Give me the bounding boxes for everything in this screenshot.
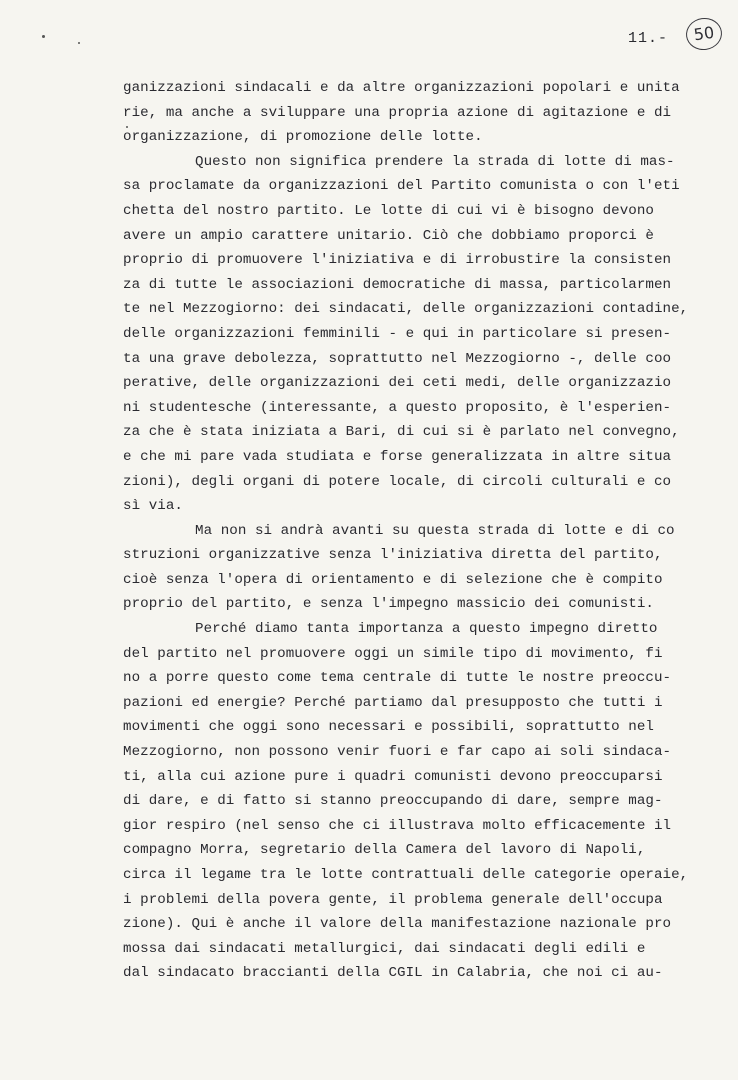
text-line: circa il legame tra le lotte contrattuali delle categorie operaie, (123, 867, 689, 883)
text-line: proprio del partito, e senza l'impegno massicio dei comunisti. (123, 596, 654, 613)
text-line: chetta del nostro partito. Le lotte di cui vi è bisogno devono (123, 202, 654, 219)
text-line: avere un ampio carattere unitario. Ciò che dobbiamo proporci è (123, 227, 654, 244)
text-line: struzioni organizzative senza l'iniziativa diretta del partito, (123, 547, 663, 564)
text-line: perative, delle organizzazioni dei ceti medi, delle organizzazio (123, 375, 672, 392)
text-line: sì via. (123, 498, 183, 515)
text-line: za che è stata iniziata a Bari, di cui si è parlato nel convegno, (123, 424, 680, 441)
text-line: pazioni ed energie? Perché partiamo dal presupposto che tutti i (123, 694, 663, 711)
text-line: movimenti che oggi sono necessari e possibili, soprattutto nel (123, 719, 654, 736)
text-line: ganizzazioni sindacali e da altre organizzazioni popolari e unita (123, 80, 680, 96)
typewritten-text (123, 76, 723, 986)
text-line: cioè senza l'opera di orientamento e di selezione che è compito (123, 571, 663, 588)
text-line: delle organizzazioni femminili - e qui in particolare si presen- (123, 325, 672, 342)
text-line: sa proclamate da organizzazioni del Partito comunista o con l'eti (123, 178, 680, 195)
text-line: organizzazione, di promozione delle lotte. (123, 129, 483, 146)
text-line: mossa dai sindacati metallurgici, dai sindacati degli edili e (123, 940, 646, 957)
text-line: proprio di promuovere l'iniziativa e di irrobustire la consisten (123, 252, 672, 269)
text-line: e che mi pare vada studiata e forse generalizzata in altre situa (123, 448, 672, 465)
text-line: dal sindacato braccianti della CGIL in Calabria, che noi ci au- (123, 965, 663, 982)
text-line: zione). Qui è anche il valore della manifestazione nazionale pro (123, 916, 672, 933)
page-stamp: 50 (684, 16, 724, 53)
scan-speck (42, 35, 45, 38)
text-line: Mezzogiorno, non possono venir fuori e far capo ai soli sindaca- (123, 744, 672, 761)
text-line: gior respiro (nel senso che ci illustrava molto efficacemente il (123, 817, 672, 834)
text-line: Questo non significa prendere la strada di lotte di mas- (195, 153, 675, 170)
text-line: Perché diamo tanta importanza a questo impegno diretto (195, 621, 658, 638)
text-line: rie, ma anche a sviluppare una propria azione di agitazione e di (123, 104, 672, 121)
text-line: zioni), degli organi di potere locale, di circoli culturali e co (123, 473, 672, 490)
text-line: di dare, e di fatto si stanno preoccupando di dare, sempre mag- (123, 793, 663, 810)
text-line: ti, alla cui azione pure i quadri comunisti devono preoccuparsi (123, 768, 663, 785)
text-line: del partito nel promuovere oggi un simile tipo di movimento, fi (123, 645, 663, 662)
text-line: ta una grave debolezza, soprattutto nel Mezzogiorno -, delle coo (123, 350, 672, 367)
text-line: i problemi della povera gente, il problema generale dell'occupa (123, 891, 663, 908)
text-line: Ma non si andrà avanti su questa strada di lotte e di co (195, 522, 675, 539)
text-line: compagno Morra, segretario della Camera del lavoro di Napoli, (123, 842, 646, 859)
text-line: te nel Mezzogiorno: dei sindacati, delle organizzazioni contadine, (123, 301, 689, 318)
text-line: no a porre questo come tema centrale di tutte le nostre preoccu- (123, 670, 672, 687)
scan-speck (78, 42, 80, 44)
text-line: za di tutte le associazioni democratiche di massa, particolarmen (123, 276, 672, 293)
page-number: 11.- (628, 30, 669, 47)
text-line: ni studentesche (interessante, a questo proposito, è l'esperien- (123, 399, 672, 416)
